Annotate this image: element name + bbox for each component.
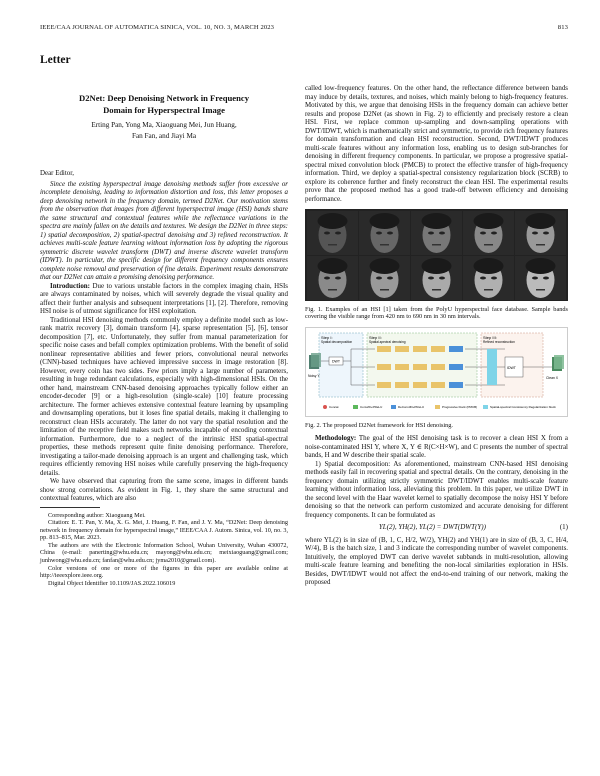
methodology-text: The goal of the HSI denoising task is to recover a clean HSI X from a noise-contaminated HSI Y, where X, Y ∈ R(C×H×W), and C presents the number of spectral bands, H and W describe their spatial scale. [305, 434, 568, 460]
pmcb-row-3 [377, 382, 463, 388]
equation-1-expression: YL(2), YH(2), YL(2) = DWT(DWT(Y)) [378, 523, 486, 532]
abstract-paragraph: Since the existing hyperspectral image denoising methods suffer from excessive or incomplete denoising, leading to information distortion and loss, this letter proposes a deep denoising network in the frequency domain, termed D2Net. Our motivation stems from the observation that images from different hyperspectral image (HSI) bands share the same structural and contextual features while the reflectance variations in the spectra are mainly fallen on the details and textures. We design the D2Net in three steps: 1) spatial decomposition, 2) spatial-spectral denoising and 3) refined reconstruction. It achieves multi-scale feature learning without information loss by adopting the rigorous symmetric discrete wavelet transform (DWT) and inverse discrete wavelet transform (IDWT). In particular, the specific design for different frequency components ensures complete noise removal and preservation of fine details. Experiment results demonstrate that our D2Net can attain a promising denoising performance. [40, 179, 288, 281]
author-list [40, 120, 288, 141]
clean-cube [552, 355, 564, 371]
face-band-image [411, 256, 462, 300]
face-band-image [515, 256, 566, 300]
footnote-corresponding: Corresponding author: Xiaoguang Mei. [48, 511, 146, 519]
body-paragraph-motivation: called low-frequency features. On the other hand, the reflectance difference between bands may induce by details, textures, and noises, which mainly belong to high-frequency features. Motivated by this, we argue that denoising HSIs in the frequency domain can achieve better results and propose D2Net (as shown in Fig. 2) to efficiently and precisely restore a clean HSI. First, we replace common up-sampling and down-sampling operations with DWT/IDWT, which is mathematically strict and symmetric, to provide rich frequency features for domain transformation and clean HSI reconstruction. Second, DWT/IDWT produces multi-scale features without any information loss, enabling us to design sub-branches for denoising in different frequency components. In particular, we propose a progressive spatial-spectral mixed convolution block (PMCB) to protect the effective transfer of high-frequency information. Third, we deploy a spatial-spectral consistency regularization block (SCRB) to explore its coherence further and finely reconstruct the clean HSI. The experimental results prove that the proposed method has a good trade-off between efficiency and denoising performance. [305, 84, 568, 203]
title-line-1: D2Net: Deep Denoising Network in Frequency [78, 93, 250, 103]
face-band-grid [305, 209, 568, 301]
step1-sublabel: Spatial decomposition [321, 340, 353, 345]
face-band-image [307, 211, 358, 255]
footnote-doi: Digital Object Identifier 10.1109/JAS.2022.106019 [48, 579, 176, 587]
figure-2-caption: Fig. 2. The proposed D2Net framework for HSI denoising. [305, 421, 454, 429]
clean-label: Clean X [546, 376, 559, 381]
equation-explanation-paragraph: where YL(2) is in size of (B, 1, C, H/2, W/2), YH(2) and YH(1) are in size of (B, 3, C, H/4, W/4), B is the batch size, 1 and 3 indicate the corresponding number of wavelet components. Intuitively, the employed DWT can derive wavelet subbands in multi-resolution, allowing multi-scale feature learning and benefiting the non-local similarities exploration in HSIs. Besides, DWT/IDWT would not affect the end-to-end training of our network, making the proposed [305, 535, 568, 587]
equation-1-number: (1) [559, 523, 568, 532]
face-band-image [515, 211, 566, 255]
body-paragraph-observation: We have observed that capturing from the same scene, images in different bands show strong correlations. As evident in Fig. 1, they share the same structural and contextual features, which are also [40, 477, 288, 502]
step2-sublabel: Spatial-spectral denoising [369, 340, 406, 345]
footnotes [40, 512, 288, 588]
left-column [40, 92, 288, 587]
noisy-label: Noisy Y [308, 374, 320, 379]
face-band-image [411, 211, 462, 255]
spatial-decomposition-paragraph: 1) Spatial decomposition: As aforementioned, mainstream CNN-based HSI denoising methods easily fail in recovering spatial and spectral details. On the contrary, denoising in the frequency domain utilizing strictly symmetric DWT/IDWT enables multi-scale feature learning without information loss, alleviating this problem. In this paper, we utilize DWT in the second level with the Haar wavelet kernel to spatially decompose the noisy HSI Y before denoising so that the network can perform customized and accurate denoising for different frequency components. It can be formulated as [305, 459, 568, 519]
intro-paragraph [40, 282, 288, 316]
body-paragraph-traditional: Traditional HSI denoising methods commonly employ a definite model such as low-rank matrix recovery [3], domain transform [4], sparse representation [5], [6], tensor decomposition [7], etc. Unfortunately, they suffer from manual parameterization for specific noise cases and befall complex optimization problems. With the benefit of solid nonlinear representative abilities and fewer priors, convolutional neural networks (CNN)-based techniques have achieved impressive success in image restoration [8]. However, every coin has two sides. Few priors imply a large number of parameters, resulting in huge redundant calculations, especially with high-dimensional HSIs. On the other hand, mainstream CNN-based denoising approaches typically follow either an encoder-decoder [9] or a high-resolution (single-scale) [10] feature processing architecture. The former achieves extensive contextual feature learning by upsampling and downsampling operations, but it loses fine spatial details, making it challenging to reconstruct clean HSIs accurately. The latter do not vary the spatial resolution and the limitation of the receptive field makes such networks incapable of encoding contextual information. Furthermore, due to a neglect of the intrinsic HSI spatial-spectral properties, these methods represent quite finite denoising performance. Therefore, investigating a tailor-made denoising approach is an urgent and challenging task, which requires efficiently removing HSI noises while carefully preserving the high-frequency details. [40, 315, 288, 477]
paper-title [44, 92, 284, 116]
noisy-cube [309, 353, 321, 369]
legend-scrb: Spatial-spectral Consistency Regularization block [490, 405, 556, 410]
equation-1 [305, 523, 568, 532]
step1-label: Step I: [321, 335, 333, 341]
authors-line-2: Fan Fan, and Jiayi Ma [131, 131, 197, 140]
face-band-image [463, 211, 514, 255]
methodology-paragraph [305, 434, 568, 460]
step2-label: Step II: [369, 335, 382, 341]
intro-text: Due to various unstable factors in the complex imaging chain, HSIs are always contaminated by noises, which will severely degrade the visual quality and affect their further analysis and subsequent interpretations [1], [2]. Therefore, removing HSI noise is of utmost significance for HSI exploitation. [40, 281, 288, 315]
step3-label: Step III: [483, 335, 497, 341]
scrb-block [487, 349, 497, 385]
figure-1-caption: Fig. 1. Examples of an HSI [1] taken from the PolyU hyperspectral face database. Sample bands covering the visible range from 420 nm to 690 nm in 30 nm intervals. [305, 305, 568, 321]
right-column [305, 84, 568, 587]
figure-1 [305, 209, 568, 304]
pmcb-row-1 [377, 346, 463, 352]
authors-line-1: Erting Pan, Yong Ma, Xiaoguang Mei, Jun Huang, [91, 121, 237, 129]
pmcb-row-2 [377, 364, 463, 370]
footnote-citation: Citation: E. T. Pan, Y. Ma, X. G. Mei, J. Huang, F. Fan, and J. Y. Ma, “D2Net: Deep denoising network in frequency domain for hyperspectral image,” IEEE/CAA J. Autom. Sinica, vol. 10, no. 3, pp. 813–815, Mar. 2023. [40, 519, 288, 542]
d2net-diagram [305, 327, 568, 417]
section-label: Letter [40, 54, 71, 66]
methodology-heading: Methodology: [315, 434, 357, 443]
face-band-image [359, 211, 410, 255]
page-number: 813 [557, 24, 568, 31]
fig2-legend [323, 405, 556, 409]
salutation: Dear Editor, [40, 169, 75, 177]
legend-concat: Concat [329, 405, 339, 410]
title-line-2: Domain for Hyperspectral Image [103, 105, 225, 115]
legend-deconv3d: DeConv3D+PReLU [398, 405, 425, 410]
footnote-rule [40, 507, 100, 508]
step3-sublabel: Refined reconstruction [483, 340, 515, 345]
dwt-label: DWT [332, 359, 340, 364]
footnote-authors: The authors are with the Electronic Information School, Wuhan University, Wuhan 430072, China (e-mail: panerting@whu.edu.cn; mayong@whu.edu.cn; meixiaoguang@gmail.com; junhwong@whu.edu.cn; fanfan@whu.edu.cn; jyma2010@gmail.com). [40, 541, 288, 565]
face-band-image [463, 256, 514, 300]
footnote-color: Color versions of one or more of the figures in this paper are available online at http://ieeexplore.ieee.org. [40, 564, 288, 580]
running-header [40, 24, 568, 31]
idwt-label: IDWT [507, 366, 516, 371]
face-band-image [307, 256, 358, 300]
intro-heading: Introduction: [50, 281, 90, 290]
legend-pmcb: Progressive block (PMCB) [442, 405, 478, 410]
face-band-image [359, 256, 410, 300]
figure-2 [305, 327, 568, 420]
legend-conv2d: Conv2D+PReLU [360, 405, 383, 410]
journal-name: IEEE/CAA JOURNAL OF AUTOMATICA SINICA, VOL. 10, NO. 3, MARCH 2023 [40, 24, 275, 31]
